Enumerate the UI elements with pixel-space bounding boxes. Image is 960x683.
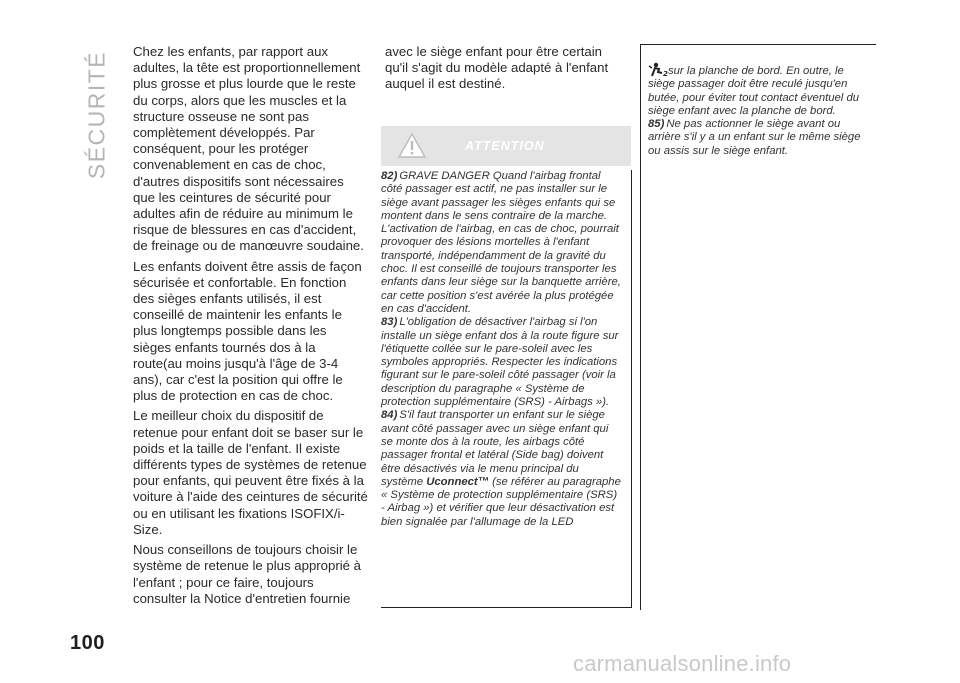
paragraph: Le meilleur choix du dispositif de retenue pour enfant doit se baser sur le poids et la taille de l'enfant. Il existe différents types de systèmes de retenue pour enfants, qui peuvent être fixés à la voiture à l'aide des ceintures de sécurité ou en utilisant les fixations ISOFIX/i-Size. [133, 408, 368, 537]
attention-box-border [640, 44, 876, 45]
paragraph: Les enfants doivent être assis de façon sécurisée et confortable. En fonction des sièges enfants utilisés, il est conseillé de maintenir les enfants le plus longtemps possible dans les sièges enfants tournés dos à la route(au moins jusqu'à l'âge de 3-4 ans), car c'est la position qui offre le plus de protection en cas de choc. [133, 258, 362, 404]
warning-item-82 [381, 170, 623, 316]
paragraph: Nous conseillons de toujours choisir le système de retenue le plus approprié à l'enfant ; pour ce faire, toujours consulter la Notice d'entretien fournie [133, 542, 361, 606]
item-number: 82) [381, 170, 398, 182]
attention-body [381, 170, 623, 529]
body-column-3 [648, 62, 873, 158]
warning-item-84 [381, 409, 623, 529]
paragraph: avec le siège enfant pour être certain qu'il s'agit du modèle adapté à l'enfant auquel il est destiné. [385, 44, 609, 92]
svg-text:2: 2 [663, 70, 668, 77]
attention-box-border [631, 170, 632, 608]
warning-continuation [648, 62, 873, 118]
item-text: S'il faut transporter un enfant sur le siège avant côté passager avec un siège enfant qui se monte dos à la route, les airbags côté passager frontal et latéral (Side bag) doivent être désactivés via le menu principal du système [381, 409, 609, 488]
body-column-2-intro [385, 44, 625, 93]
warning-item-85 [648, 118, 873, 158]
airbag-person-icon [648, 62, 668, 77]
warning-triangle-icon [397, 132, 427, 165]
brand-name: Uconnect™ [426, 475, 489, 488]
item-text: L'obligation de désactiver l'airbag si l'on installe un siège enfant dos à la route figure sur l'étiquette collée sur le pare-soleil avec les symboles appropriés. Respecter les indications figurant sur le pare-soleil côté passager (voir la description du paragraphe « Système de protection supplémentaire (SRS) - Airbags »). [381, 316, 619, 409]
warning-item-83 [381, 316, 623, 409]
item-text: sur la planche de bord. En outre, le siège passager doit être reculé jusqu'en butée, pour éviter tout contact éventuel du siège enfant avec la planche de bord. [648, 65, 860, 117]
attention-title: ATTENTION [465, 139, 545, 153]
item-text: GRAVE DANGER Quand l'airbag frontal côté passager est actif, ne pas installer sur le siège avant passager les sièges enfants qui se montent dans le sens contraire de la marche. L'activation de l'airbag, en cas de choc, pourrait provoquer des lésions mortelles à l'enfant transporté, indépendamment de la gravité du choc. Il est conseillé de toujours transporter les enfants dans leur siège sur la banquette arrière, car cette position s'est avérée la plus protégée en cas d'accident. [381, 170, 621, 315]
paragraph: Chez les enfants, par rapport aux adultes, la tête est proportionnellement plus grosse et plus lourde que le reste du corps, alors que les muscles et la structure osseuse ne sont pas complètement développés. Par conséquent, pour les protéger convenablement en cas de choc, d'autres dispositifs sont nécessaires que les ceintures de sécurité pour adultes afin de réduire au minimum le risque de blessures en cas d'accident, de freinage ou de manœuvre soudaine. [133, 44, 364, 254]
section-title: SÉCURITÉ [83, 50, 110, 180]
page-number: 100 [70, 632, 105, 654]
attention-header [381, 126, 631, 166]
body-column-1 [133, 44, 368, 611]
item-number: 85) [648, 118, 665, 131]
attention-box-border [381, 607, 632, 608]
item-number: 84) [381, 409, 398, 422]
item-number: 83) [381, 316, 398, 329]
attention-box-border [640, 44, 641, 610]
watermark: carmanualsonline.info [573, 651, 792, 676]
item-text: Ne pas actionner le siège avant ou arrière s'il y a un enfant sur le même siège ou assis sur le siège enfant. [648, 118, 861, 157]
item-text: (se référer au paragraphe « Système de protection supplémentaire (SRS) - Airbag ») et vérifier que leur désactivation est bien signalée par l'allumage de la LED [381, 475, 621, 528]
